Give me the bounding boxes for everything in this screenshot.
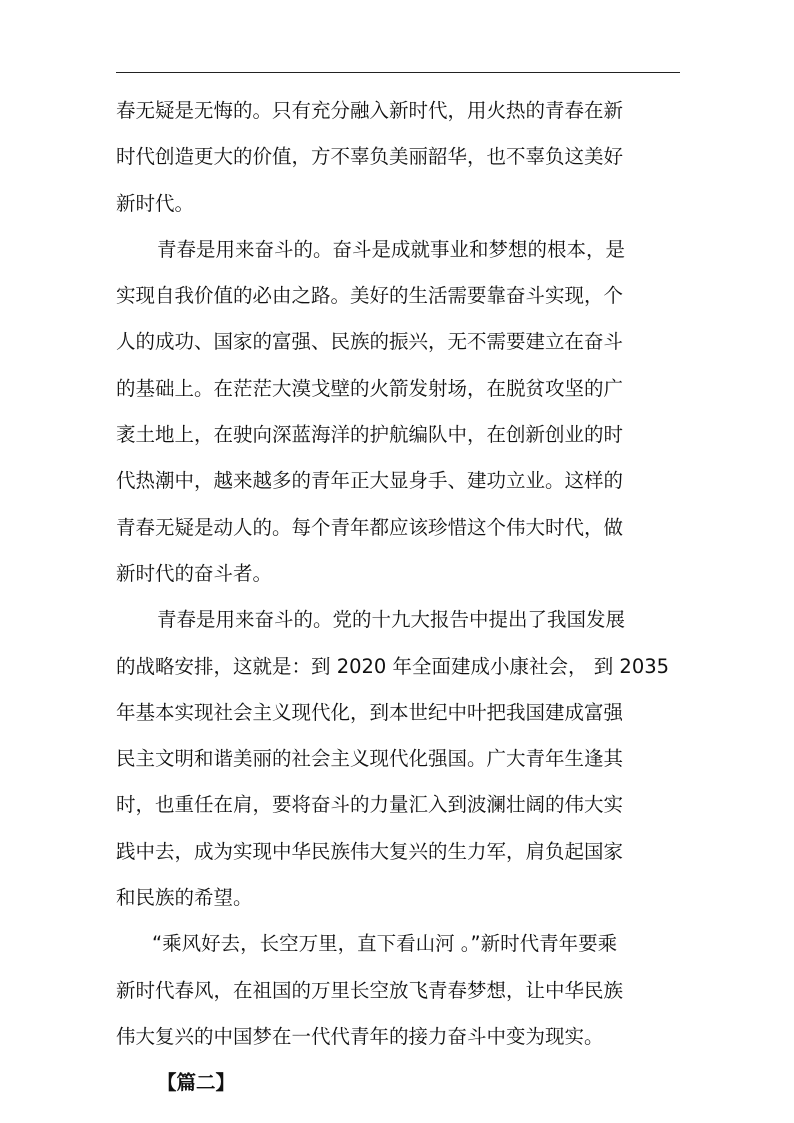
paragraph-3	[116, 597, 682, 921]
text-line: 的基础上。在茫茫大漠戈壁的火箭发射场，在脱贫攻坚的广	[116, 376, 624, 400]
paragraph-4	[116, 921, 682, 1060]
document-body	[116, 88, 682, 1107]
text-line: 的战略安排，这就是：到 2020 年全面建成小康社会， 到 2035	[116, 654, 670, 678]
paragraph-1	[116, 88, 682, 227]
section-heading: 【篇二】	[157, 1071, 236, 1095]
text-line: 年基本实现社会主义现代化，到本世纪中叶把我国建成富强	[116, 700, 624, 724]
header-rule	[116, 72, 680, 73]
text-line: 时，也重任在肩，要将奋斗的力量汇入到波澜壮阔的伟大实	[116, 793, 624, 817]
text-line: 袤土地上，在驶向深蓝海洋的护航编队中，在创新创业的时	[116, 423, 624, 447]
text-line: 时代创造更大的价值，方不辜负美丽韶华，也不辜负这美好	[116, 145, 624, 169]
text-line: 春无疑是无悔的。只有充分融入新时代，用火热的青春在新	[116, 99, 624, 122]
text-line: 伟大复兴的中国梦在一代代青年的接力奋斗中变为现实。	[116, 1024, 604, 1048]
text-line: 青春是用来奋斗的。党的十九大报告中提出了我国发展	[157, 608, 626, 632]
text-line: 新时代春风，在祖国的万里长空放飞青春梦想，让中华民族	[116, 978, 624, 1002]
text-line: 青春是用来奋斗的。奋斗是成就事业和梦想的根本，是	[157, 237, 626, 261]
text-line: 青春无疑是动人的。每个青年都应该珍惜这个伟大时代，做	[116, 515, 624, 539]
text-line: 新时代的奋斗者。	[116, 561, 273, 585]
text-line: 民主文明和谐美丽的社会主义现代化强国。广大青年生逢其	[116, 747, 624, 771]
text-line: “乘风好去，长空万里，直下看山河 。”新时代青年要乘	[152, 932, 618, 956]
text-line: 新时代。	[116, 191, 195, 215]
text-line: 和民族的希望。	[116, 886, 253, 910]
text-line: 代热潮中，越来越多的青年正大显身手、建功立业。这样的	[116, 469, 624, 493]
text-line: 人的成功、国家的富强、民族的振兴，无不需要建立在奋斗	[116, 330, 624, 354]
text-line: 践中去，成为实现中华民族伟大复兴的生力军，肩负起国家	[116, 839, 624, 863]
text-line: 实现自我价值的必由之路。美好的生活需要靠奋斗实现，个	[116, 284, 624, 308]
paragraph-2	[116, 227, 682, 597]
